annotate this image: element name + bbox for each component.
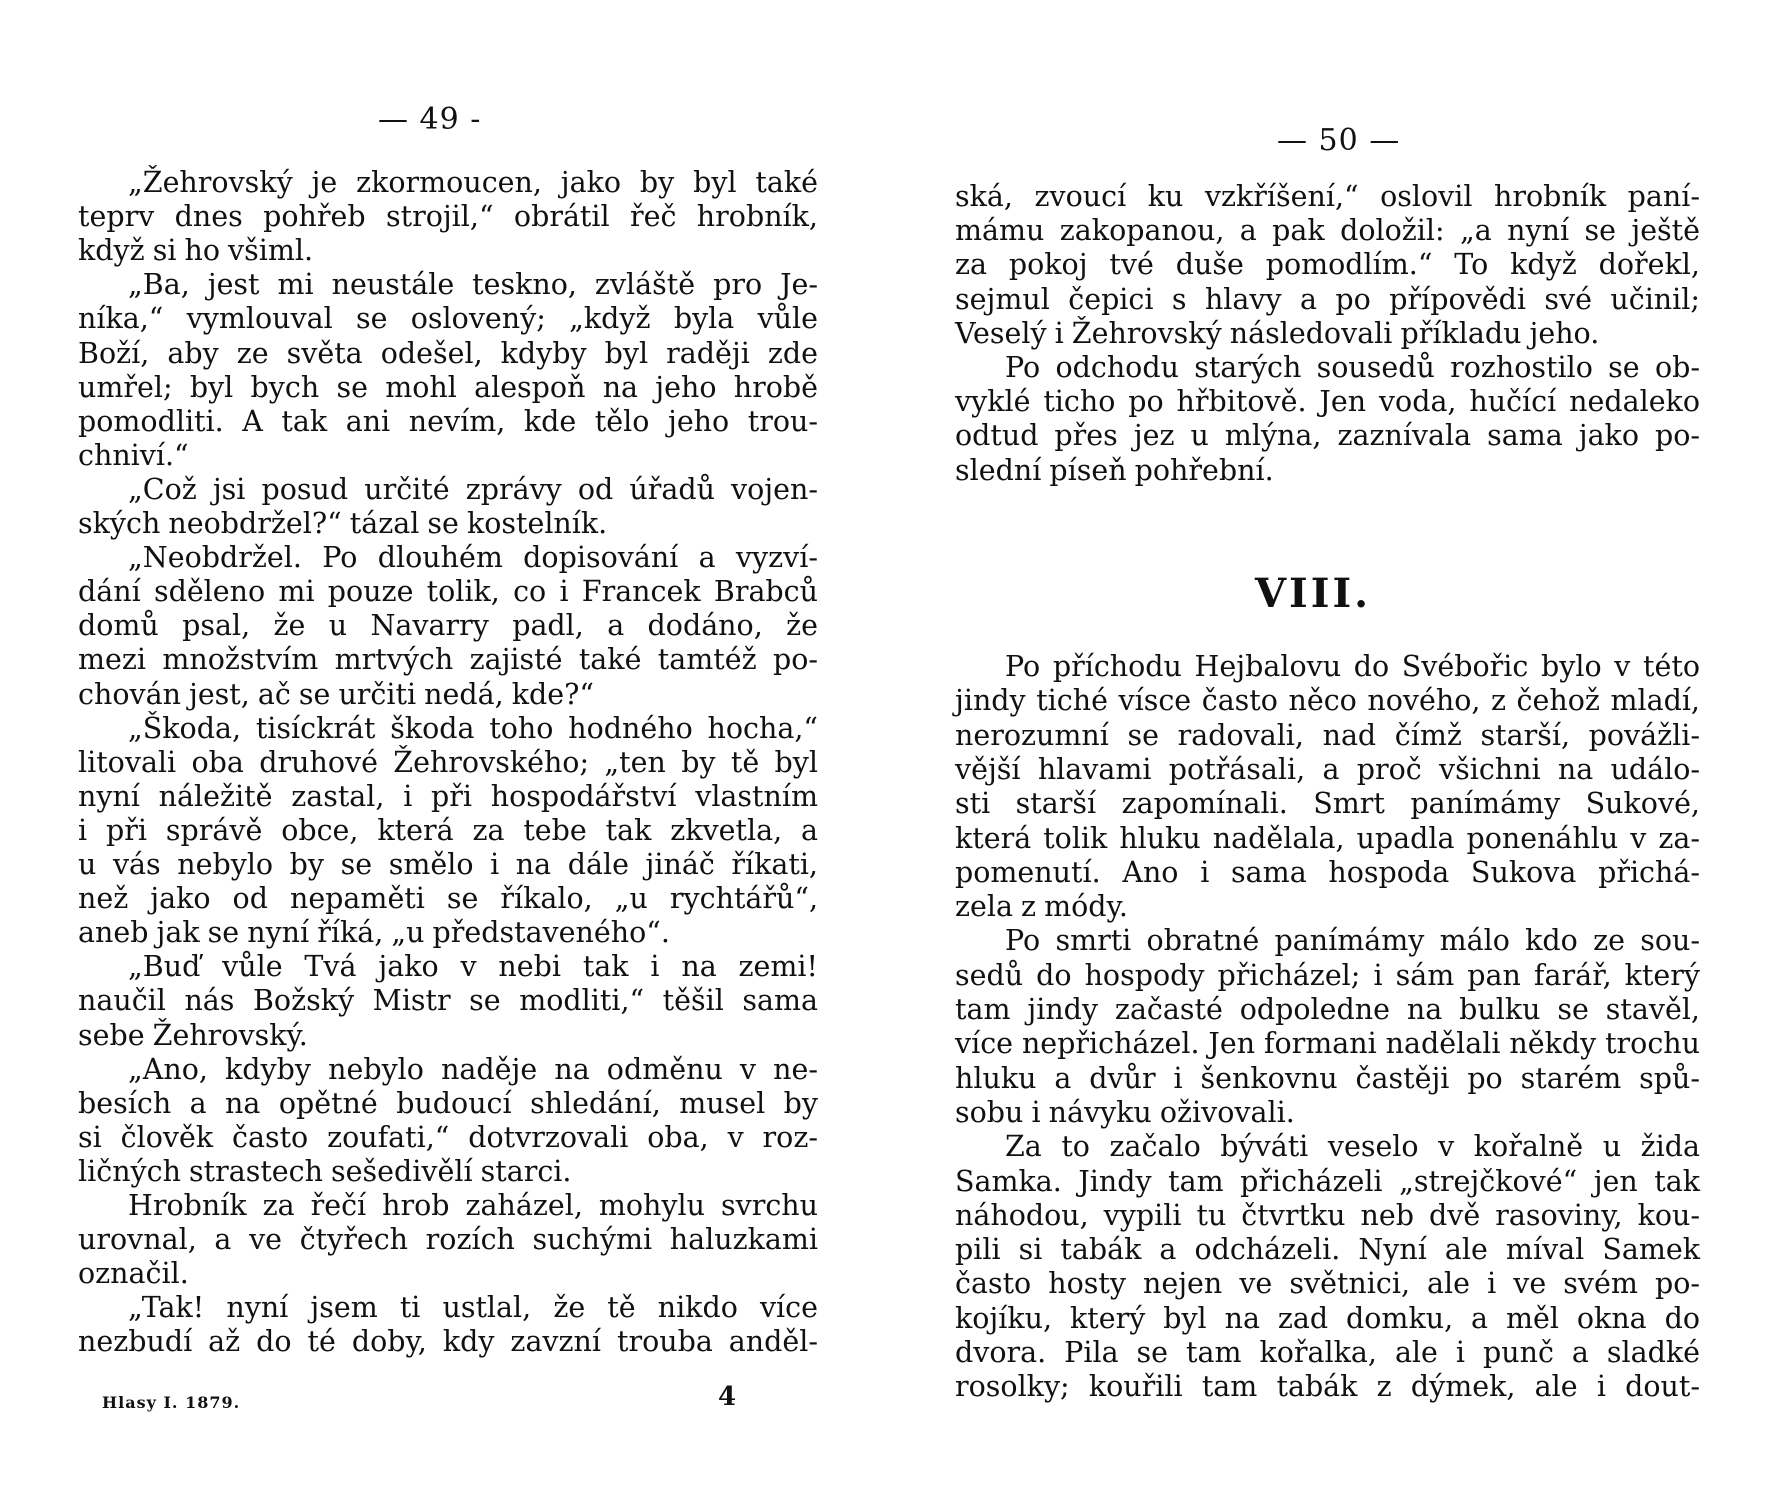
text-line: pili si tabák a odcházeli. Nyní ale míval Samek <box>955 1233 1700 1267</box>
text-line: i při správě obce, která za tebe tak zkvetla, a <box>78 813 818 847</box>
text-line: rosolky; kouřili tam tabák z dýmek, ale i dout- <box>955 1370 1700 1404</box>
text-line: Hrobník za řečí hrob zaházel, mohylu svrchu <box>128 1189 818 1222</box>
text-line: sobu i návyku oživovali. <box>955 1095 1295 1129</box>
text-line: Po odchodu starých sousedů rozhostilo se ob- <box>1005 351 1700 384</box>
printer-signature: Hlasy I. 1879. <box>102 1393 241 1412</box>
text-line: tam jindy začasté odpoledne na bulku se stavěl, <box>955 993 1700 1026</box>
text-line: „Ba, jest mi neustále teskno, zvláště pro Je- <box>128 268 818 302</box>
text-line: dvora. Pila se tam kořalka, ale i punč a sladké <box>955 1336 1700 1369</box>
text-line: chován jest, ač se určiti nedá, kde?“ <box>78 677 594 711</box>
text-line: umřel; byl bych se mohl alespoň na jeho hrobě <box>78 370 818 404</box>
text-line: když si ho všiml. <box>78 234 314 268</box>
page-number: — 49 - <box>378 102 482 137</box>
text-line: označil. <box>78 1257 189 1291</box>
text-line: nerozumní se radovali, nad čímž starší, povážli- <box>955 718 1700 752</box>
text-line: Boží, aby ze světa odešel, kdyby byl raději zde <box>78 336 818 370</box>
text-line: besích a na opětné budoucí shledání, musel by <box>78 1086 818 1120</box>
text-line: často hosty nejen ve světnici, ale i ve svém po- <box>955 1267 1700 1301</box>
text-line: Samka. Jindy tam přicházeli „strejčkové“ jen tak <box>955 1164 1700 1198</box>
text-line: sedů do hospody přicházel; i sám pan farář, který <box>955 958 1700 992</box>
text-line: Za to začalo býváti veselo v kořalně u žida <box>1005 1130 1700 1164</box>
text-line: naučil nás Božský Mistr se modliti,“ těšil sama <box>78 984 818 1018</box>
text-line: teprv dnes pohřeb strojil,“ obrátil řeč hrobník, <box>78 200 818 234</box>
text-line: aneb jak se nyní říká, „u představeného“. <box>78 916 670 950</box>
text-line: vyklé ticho po hřbitově. Jen voda, hučící nedaleko <box>955 385 1700 419</box>
text-line: zela z módy. <box>955 890 1128 924</box>
text-line: „Tak! nyní jsem ti ustlal, že tě nikdo více <box>128 1291 818 1325</box>
text-line: pomenutí. Ano i sama hospoda Sukova přichá- <box>955 855 1700 889</box>
text-line: litovali oba druhové Žehrovského; „ten by tě byl <box>78 745 818 779</box>
text-line: u vás nebylo by se smělo i na dále jináč říkati, <box>78 848 818 881</box>
text-line: odtud přes jez u mlýna, zaznívala sama jako po- <box>955 419 1700 453</box>
text-line: vější hlavami potřásali, a proč všichni na událo- <box>955 752 1700 786</box>
text-line: než jako od nepaměti se říkalo, „u rychtářů“, <box>78 882 818 916</box>
text-line: ská, zvoucí ku vzkříšení,“ oslovil hrobník paní- <box>955 180 1700 213</box>
text-line: chniví.“ <box>78 438 189 472</box>
sheet-number: 4 <box>718 1382 737 1412</box>
text-line: „Žehrovský je zkormoucen, jako by byl také <box>128 166 818 199</box>
text-line: dání sděleno mi pouze tolik, co i Francek Brabců <box>78 575 818 609</box>
text-line: „Neobdržel. Po dlouhém dopisování a vyzví- <box>128 541 818 575</box>
text-line: „Ano, kdyby nebylo naděje na odměnu v ne- <box>128 1052 818 1086</box>
text-line: hluku a dvůr i šenkovnu častěji po starém spů- <box>955 1061 1700 1095</box>
text-line: Po příchodu Hejbalovu do Svébořic bylo v této <box>1005 650 1700 683</box>
text-line: kojíku, který byl na zad domku, a měl okna do <box>955 1301 1700 1335</box>
text-line: která tolik hluku nadělala, upadla ponenáhlu v za- <box>955 821 1700 855</box>
text-line: více nepřicházel. Jen formani nadělali někdy trochu <box>955 1027 1700 1061</box>
text-line: sebe Žehrovský. <box>78 1018 308 1052</box>
page-number: — 50 — <box>1277 123 1401 158</box>
text-line: mámu zakopanou, a pak doložil: „a nyní se ještě <box>955 214 1700 248</box>
text-line: pomodliti. A tak ani nevím, kde tělo jeho trou- <box>78 404 818 438</box>
text-line: Po smrti obratné panímámy málo kdo ze sou- <box>1005 924 1700 958</box>
chapter-heading: VIII. <box>1255 570 1372 617</box>
text-line: Veselý i Žehrovský následovali příkladu jeho. <box>955 316 1600 350</box>
text-line: jindy tiché vísce často něco nového, z čehož mladí, <box>955 684 1700 718</box>
text-line: nezbudí až do té doby, kdy zavzní trouba anděl- <box>78 1325 818 1359</box>
text-line: urovnal, a ve čtyřech rozích suchými haluzkami <box>78 1223 818 1257</box>
text-line: si člověk často zoufati,“ dotvrzovali oba, v roz- <box>78 1120 818 1154</box>
text-line: náhodou, vypili tu čtvrtku neb dvě rasoviny, kou- <box>955 1198 1700 1232</box>
text-line: domů psal, že u Navarry padl, a dodáno, že <box>78 609 818 643</box>
text-line: sejmul čepici s hlavy a po přípovědi své učinil; <box>955 282 1700 316</box>
text-line: ličných strastech sešedivělí starci. <box>78 1154 572 1188</box>
text-line: níka,“ vymlouval se oslovený; „když byla vůle <box>78 302 818 336</box>
text-line: sti starší zapomínali. Smrt panímámy Sukové, <box>955 787 1700 821</box>
text-line: „Což jsi posud určité zprávy od úřadů vojen- <box>128 472 818 506</box>
text-line: „Buď vůle Tvá jako v nebi tak i na zemi! <box>128 950 818 984</box>
text-line: mezi množstvím mrtvých zajisté také tamtéž po- <box>78 643 818 677</box>
text-line: slední píseň pohřební. <box>955 453 1274 487</box>
text-line: „Škoda, tisíckrát škoda toho hodného hocha,“ <box>128 711 818 745</box>
text-line: ských neobdržel?“ tázal se kostelník. <box>78 507 608 540</box>
text-line: nyní náležitě zastal, i při hospodářství vlastním <box>78 779 818 813</box>
text-line: za pokoj tvé duše pomodlím.“ To když dořekl, <box>955 248 1700 282</box>
